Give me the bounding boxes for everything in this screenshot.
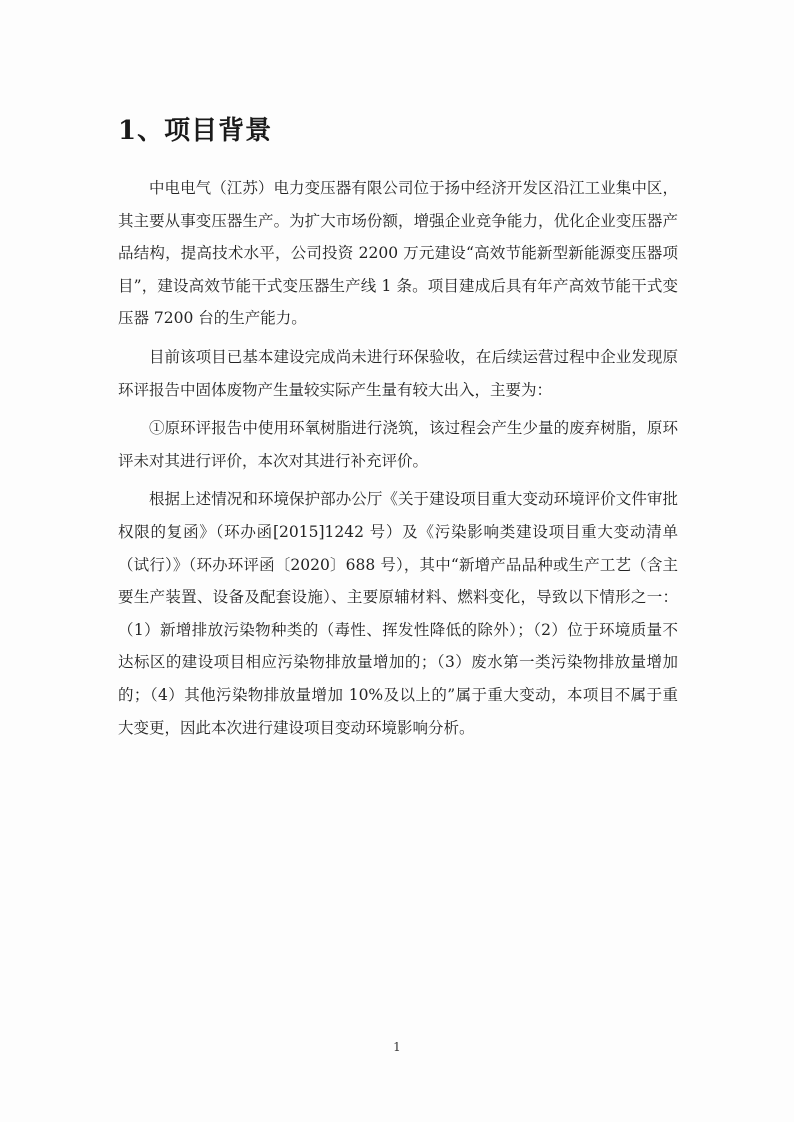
paragraph-company-background: 中电电气（江苏）电力变压器有限公司位于扬中经济开发区沿江工业集中区，其主要从事变压器生产。为扩大市场份额，增强企业竞争能力，优化企业变压器产品结构，提高技术水平，公司投资 2200 万元建设“高效节能新型新能源变压器项目”，建设高效节能干式变压器生产线 1 条。项目建成后具有年产高效节能干式变压器 7200 台的生产能力。 bbox=[118, 179, 678, 328]
paragraph-resin-item: ①原环评报告中使用环氧树脂进行浇筑，该过程会产生少量的废弃树脂，原环评未对其进行评价，本次对其进行补充评价。 bbox=[118, 419, 678, 470]
document-body bbox=[118, 172, 678, 750]
page-number: 1 bbox=[393, 1040, 401, 1054]
paragraph-regulation-basis: 根据上述情况和环境保护部办公厅《关于建设项目重大变动环境评价文件审批权限的复函》（环办函[2015]1242 号）及《污染影响类建设项目重大变动清单（试行）》（环办环评函〔2020〕688 号），其中“新增产品品种或生产工艺（含主要生产装置、设备及配套设施）、主要原辅材料、燃料变化，导致以下情形之一：（1）新增排放污染物种类的（毒性、挥发性降低的除外）；（2）位于环境质量不达标区的建设项目相应污染物排放量增加的；（3）废水第一类污染物排放量增加的；（4）其他污染物排放量增加 10%及以上的”属于重大变动，本项目不属于重大变更，因此本次进行建设项目变动环境影响分析。 bbox=[118, 490, 678, 737]
section-heading: 1、项目背景 bbox=[118, 116, 273, 146]
paragraph-current-status: 目前该项目已基本建设完成尚未进行环保验收，在后续运营过程中企业发现原环评报告中固体废物产生量较实际产生量有较大出入，主要为： bbox=[118, 347, 678, 399]
